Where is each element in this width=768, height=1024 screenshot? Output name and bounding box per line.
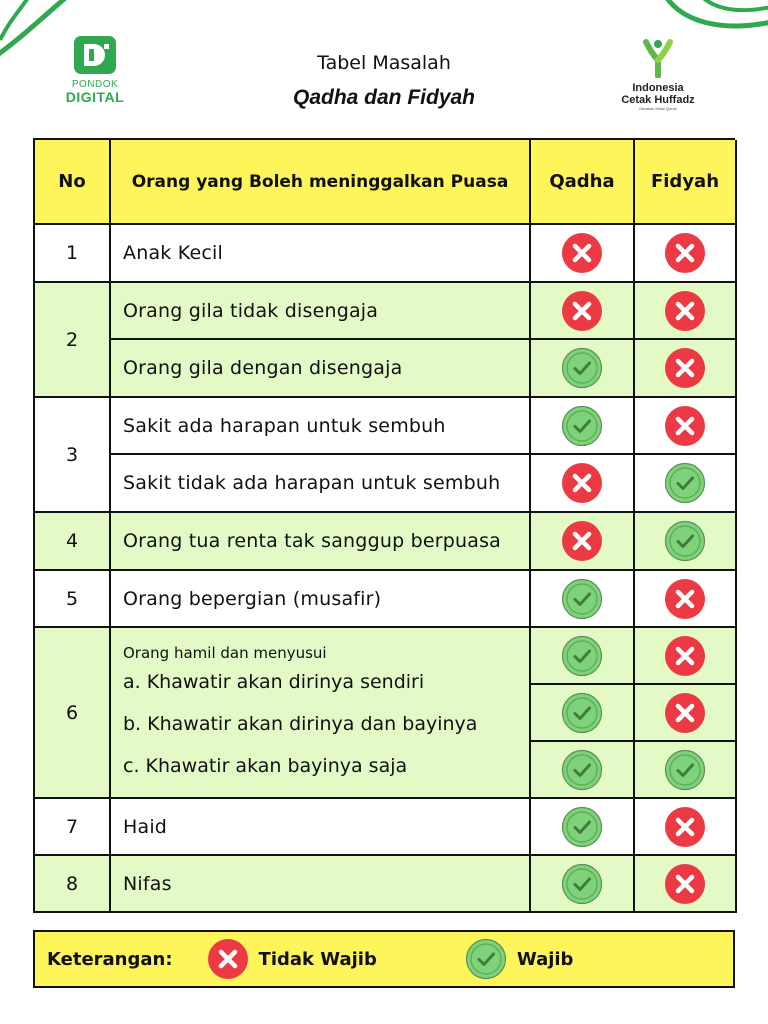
qadha-cell xyxy=(531,628,635,685)
x-circle-icon xyxy=(561,520,603,562)
row-text: Orang tua renta tak sanggup berpuasa xyxy=(111,513,531,571)
check-circle-icon xyxy=(561,578,603,620)
qadha-cell xyxy=(531,571,635,628)
check-circle-icon xyxy=(664,462,706,504)
check-circle-icon xyxy=(561,749,603,791)
qadha-cell xyxy=(531,225,635,283)
legend-label: Keterangan: xyxy=(47,948,173,970)
row-number: 2 xyxy=(35,283,111,398)
row-subitem: c. Khawatir akan bayinya saja xyxy=(123,755,408,777)
check-circle-icon xyxy=(561,692,603,734)
row-subitem: a. Khawatir akan dirinya sendiri xyxy=(123,671,425,693)
check-circle-icon xyxy=(664,520,706,562)
fidyah-cell xyxy=(635,799,737,856)
page-title: Tabel Masalah xyxy=(317,52,451,74)
fidyah-cell xyxy=(635,398,737,455)
header-fidyah: Fidyah xyxy=(635,140,737,225)
x-circle-icon xyxy=(561,290,603,332)
fidyah-cell xyxy=(635,571,737,628)
x-circle-icon xyxy=(664,232,706,274)
cetak-huffadz-logo xyxy=(606,36,710,111)
check-circle-icon xyxy=(561,405,603,447)
row-number: 6 xyxy=(35,628,111,799)
qadha-fidyah-table xyxy=(33,138,735,913)
check-circle-icon xyxy=(561,863,603,905)
legend-bar xyxy=(33,930,735,988)
x-circle-icon xyxy=(664,347,706,389)
row-text: Sakit ada harapan untuk sembuh xyxy=(111,398,531,455)
check-circle-icon xyxy=(664,749,706,791)
x-circle-icon xyxy=(561,462,603,504)
logo-right-line2: Cetak Huffadz xyxy=(621,94,695,106)
fidyah-cell xyxy=(635,340,737,398)
qadha-cell xyxy=(531,685,635,742)
legend-check-icon xyxy=(465,938,507,980)
x-circle-icon xyxy=(664,692,706,734)
header-no: No xyxy=(35,140,111,225)
fidyah-cell xyxy=(635,513,737,571)
row-text-multi xyxy=(111,628,531,799)
qadha-cell xyxy=(531,799,635,856)
qadha-cell xyxy=(531,455,635,513)
qadha-cell xyxy=(531,856,635,913)
row-intro: Orang hamil dan menyusui xyxy=(123,644,327,662)
fidyah-cell xyxy=(635,283,737,340)
header-qadha: Qadha xyxy=(531,140,635,225)
row-number: 8 xyxy=(35,856,111,913)
row-text: Orang gila tidak disengaja xyxy=(111,283,531,340)
header-person: Orang yang Boleh meninggalkan Puasa xyxy=(111,140,531,225)
logo-left-line2: DIGITAL xyxy=(65,89,125,105)
page-subtitle: Qadha dan Fidyah xyxy=(292,86,476,109)
row-text: Anak Kecil xyxy=(111,225,531,283)
x-circle-icon xyxy=(664,405,706,447)
row-number: 4 xyxy=(35,513,111,571)
row-text: Orang bepergian (musafir) xyxy=(111,571,531,628)
row-number: 3 xyxy=(35,398,111,513)
qadha-cell xyxy=(531,742,635,799)
check-circle-icon xyxy=(561,347,603,389)
pondok-digital-logo xyxy=(50,36,140,108)
row-number: 7 xyxy=(35,799,111,856)
x-circle-icon xyxy=(664,578,706,620)
row-text: Nifas xyxy=(111,856,531,913)
title-block xyxy=(234,50,534,112)
legend-x-icon xyxy=(207,938,249,980)
row-number: 5 xyxy=(35,571,111,628)
x-circle-icon xyxy=(664,863,706,905)
check-circle-icon xyxy=(561,635,603,677)
fidyah-cell xyxy=(635,742,737,799)
legend-required-text: Wajib xyxy=(516,948,574,970)
logo-right-line1: Indonesia xyxy=(632,82,684,94)
fidyah-cell xyxy=(635,455,737,513)
logo-left-line1: PONDOK xyxy=(71,79,119,90)
qadha-cell xyxy=(531,513,635,571)
row-number: 1 xyxy=(35,225,111,283)
fidyah-cell xyxy=(635,856,737,913)
logo-right-tagline: Gerakan Hafal Quran xyxy=(638,106,678,111)
fidyah-cell xyxy=(635,628,737,685)
row-text: Haid xyxy=(111,799,531,856)
qadha-cell xyxy=(531,340,635,398)
x-circle-icon xyxy=(664,290,706,332)
fidyah-cell xyxy=(635,685,737,742)
x-circle-icon xyxy=(664,635,706,677)
check-circle-icon xyxy=(465,938,507,980)
x-circle-icon xyxy=(207,938,249,980)
cetak-huffadz-mark-icon xyxy=(636,36,680,78)
x-circle-icon xyxy=(561,232,603,274)
x-circle-icon xyxy=(664,806,706,848)
qadha-cell xyxy=(531,398,635,455)
row-text: Orang gila dengan disengaja xyxy=(111,340,531,398)
legend-not-required-text: Tidak Wajib xyxy=(258,948,377,970)
row-text: Sakit tidak ada harapan untuk sembuh xyxy=(111,455,531,513)
qadha-cell xyxy=(531,283,635,340)
row-subitem: b. Khawatir akan dirinya dan bayinya xyxy=(123,713,478,735)
check-circle-icon xyxy=(561,806,603,848)
fidyah-cell xyxy=(635,225,737,283)
pondok-digital-mark-icon xyxy=(74,36,116,74)
